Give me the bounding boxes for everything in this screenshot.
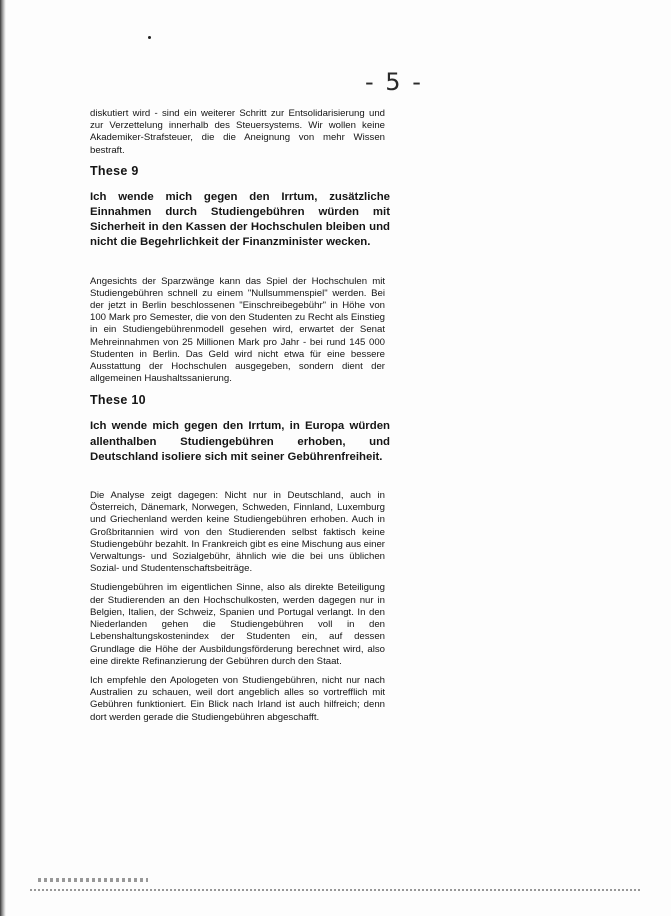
these10-heading: These 10 bbox=[90, 393, 146, 408]
these10-statement: Ich wende mich gegen den Irrtum, in Europa würden allenthalben Studiengebühren erhoben, und Deutschland isoliere sich mit seiner Gebührenfreiheit. bbox=[90, 420, 390, 463]
scan-left-edge bbox=[0, 0, 6, 916]
these9-heading: These 9 bbox=[90, 163, 139, 178]
these10-paragraph-1: Die Analyse zeigt dagegen: Nicht nur in Deutschland, auch in Österreich, Dänemark, Norwegen, Schweden, Finnland, Luxemburg und Griechenland werden keine Studiengebühren erhoben. Auch in Großbritannien wird von den Studierenden selbst faktisch keine Studiengebühr bezahlt. In Frankreich gibt es eine Mischung aus einer Verwaltungs- und Sozialgebühr, ähnlich wie die bei uns üblichen Sozial- und Studentenschaftsbeiträge. bbox=[90, 490, 385, 575]
these10-paragraph-2: Studiengebühren im eigentlichen Sinne, also als direkte Beteiligung der Studierenden an den Hochschulkosten, werden dagegen nur in Belgien, Italien, der Schweiz, Spanien und Portugal verlangt. In den Niederlanden gehen die Studiengebühren voll in den Lebenshaltungskostenindex der Studenten ein, auf dessen Grundlage die Höhe der Ausbildungsförderung berechnet wird, also eine direkte Refinanzierung der Gebühren durch den Staat. bbox=[90, 582, 385, 667]
page-number: - 5 - bbox=[365, 68, 423, 96]
these10-paragraph-3: Ich empfehle den Apologeten von Studiengebühren, nicht nur nach Australien zu schauen, weil dort angeblich alles so vortrefflich mit Gebühren funktioniert. Ein Blick nach Irland ist auch hilfreich; denn dort werden gerade die Studiengebühren abgeschafft. bbox=[90, 674, 385, 723]
scan-footer-noise bbox=[38, 878, 148, 882]
scan-bottom-line bbox=[30, 889, 640, 891]
these9-statement: Ich wende mich gegen den Irrtum, zusätzliche Einnahmen durch Studiengebühren würden mit Sicherheit in den Kassen der Hochschulen bleiben und nicht die Begehrlichkeit der Finanzminister wecken. bbox=[90, 190, 390, 249]
intro-paragraph: diskutiert wird - sind ein weiterer Schritt zur Entsolidarisierung und zur Verzettelung innerhalb des Steuersystems. Wir wollen keine Akademiker-Strafsteuer, die die Aneignung von mehr Wissen bestraft. bbox=[90, 108, 385, 156]
scan-dot bbox=[148, 36, 151, 39]
document-body bbox=[90, 108, 390, 724]
these9-paragraph: Angesichts der Sparzwänge kann das Spiel der Hochschulen mit Studiengebühren schnell zu einem "Nullsummenspiel" werden. Bei der jetzt in Berlin beschlossenen "Einschreibegebühr" in Höhe von 100 Mark pro Semester, die von den Studenten zu Recht als Einstieg in ein Studiengebührenmodell gesehen wird, erwartet der Senat Mehreinnahmen von 25 Millionen Mark pro Jahr - bei rund 145 000 Studenten in Berlin. Das Geld wird nicht etwa für eine bessere Ausstattung der Hochschulen ausgegeben, sondern dient der allgemeinen Haushaltssanierung. bbox=[90, 275, 385, 385]
